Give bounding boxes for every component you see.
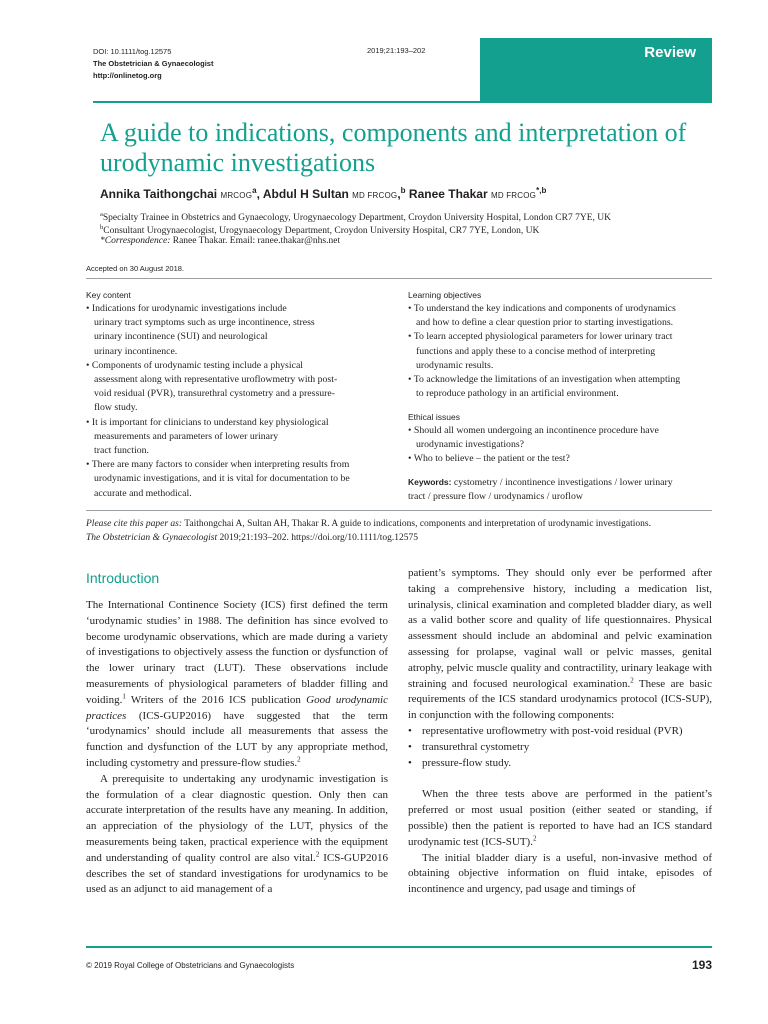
ref-sup: 2 [630,675,634,684]
ethical-issues-heading: Ethical issues [408,412,460,422]
header-rule [93,101,712,103]
accepted-date: Accepted on 30 August 2018. [86,264,184,273]
affil-sup: b [100,224,104,231]
body-column-right [408,566,712,898]
text-run: These are basic requirements of the ICS standard urodynamics protocol (ICS-SUP), in conjunction with the following components: [408,677,712,722]
list-item: • Indications for urodynamic investigations include [86,303,287,314]
paragraph [86,772,388,898]
list-item: urinary incontinence (SUI) and neurological [94,331,268,343]
list-item: void residual (PVR), transurethral cystometry and a pressure- [94,388,336,400]
text-run: A prerequisite to undertaking any urodynamic investigation is the formulation of a clear diagnostic question. Only then can accurate interpretation of the results have any meaning. In addition, an appreciation of the physiology of the LUT, physics of the measurements being taken, practical experience with the equipment and understanding of quality control are also vital. [86,772,388,864]
list-item: • representative uroflowmetry with post-void residual (PVR) [408,724,712,740]
doi-text: DOI: 10.1111/tog.12575 [93,47,172,56]
text-run: Good urodynamic practices [86,693,388,722]
list-item: • Who to believe – the patient or the test? [408,453,570,465]
author-degree: MRCOG [220,191,253,200]
text-run: The International Continence Society (ICS) first defined the term ‘urodynamic studies’ in 1988. The definition has since evolved to become urodynamic observations, which are made during a variety of investigations to objectively assess the function or dysfunction of the lower urinary tract (LUT). These observations include measurements of physiological parameters of bladder filling and voiding. [86,599,388,706]
ref-sup: 1 [122,692,126,701]
paragraph [408,787,712,850]
list-item: • transurethral cystometry [408,740,712,756]
article-title: A guide to indications, components and interpretation of urodynamic investigations [100,118,687,177]
text-run: patient’s symptoms. They should only ever be performed after taking a comprehensive history, including a medication list, urinalysis, clinical examination and completed bladder diary, as well as a valid bother score and quality of life questionnaires. Physical assessment should include an abdominal and pelvic examination assessing for prolapse, vaginal wall or pelvic masses, genital atrophy, pelvic muscle quality and contractility, urinary leakage with straining and focused neurological examination. [408,567,712,690]
journal-meta [93,46,213,82]
component-list [408,724,712,771]
section-heading: Introduction [86,570,160,586]
affil-text: Consultant Urogynaecologist, Urogynaecology Department, Croydon University Hospital, CR7 7YE, London, UK [103,226,540,237]
key-content-list [86,302,388,501]
cite-journal: The Obstetrician & Gynaecologist [86,532,218,543]
list-item: tract function. [94,445,149,457]
cite-text: Taithongchai A, Sultan AH, Thakar R. A guide to indications, components and interpretation of urodynamic investigations. [182,519,651,529]
learning-objectives-heading: Learning objectives [408,290,482,300]
correspondence [100,235,720,247]
learning-objectives-list [408,302,713,401]
paragraph [86,598,388,772]
ref-sup: 2 [315,850,320,859]
paragraph: The initial bladder diary is a useful, non-invasive method of obtaining objective information on fluid intake, episodes of incontinence and urgency, pad usage and timings of [408,851,712,896]
correspondence-text: Ranee Thakar. Email: ranee.thakar@nhs.net [170,236,341,246]
list-item: assessment along with representative uroflowmetry with post- [94,374,338,386]
list-item: urinary incontinence. [94,345,178,357]
author-sup: a [252,186,257,195]
ref-sup: 2 [297,755,301,764]
keywords-label: Keywords: [408,477,452,487]
author-name: Ranee Thakar [408,187,488,201]
journal-url[interactable]: http://onlinetog.org [93,71,162,80]
ref-sup: 2 [532,834,537,843]
list-item: to reproduce pathology in an artificial environment. [416,388,619,400]
affil-sup: a [100,211,103,218]
list-item: • There are many factors to consider when interpreting results from [86,459,350,471]
text-run: When the three tests above are performed in the patient’s preferred or most usual position (either seated or standing, if possible) then the patient is reported to have had an ICS standard urodynamic test (ICS-SUT). [408,788,712,848]
volume-text: 2019;21:193–202 [367,46,426,55]
list-item: functions and apply these to a concise method of interpreting [416,345,656,357]
cite-prefix: Please cite this paper as: [86,519,183,529]
list-item: urodynamic investigations, and it is vital for documentation to be [94,473,350,485]
rule-top [86,278,712,279]
text-run: (ICS-GUP2016) have suggested that the term ‘urodynamics’ should include all measurements that assess the function and dysfunction of the LUT by any appropriate method, including cystometry and pressure-flow studies. [86,709,388,769]
keywords-text: tract / pressure flow / urodynamics / uroflow [408,491,583,503]
key-content-heading: Key content [86,290,131,300]
author-sup: *,b [536,186,547,195]
list-item: • Components of urodynamic testing include a physical [86,359,304,371]
affil-text: Specialty Trainee in Obstetrics and Gynaecology, Urogynaecology Department, Croydon University Hospital, London CR7 7YE, UK [102,213,611,224]
text-run: Writers of the 2016 ICS publication [125,693,307,706]
citation [86,518,712,545]
list-item: • Should all women undergoing an incontinence procedure have [408,425,659,436]
list-item: urinary tract symptoms such as urge incontinence, stress [94,317,315,329]
list-item: urodynamic results. [416,359,494,371]
section-band [480,38,712,102]
list-item: accurate and methodical. [94,487,192,499]
journal-name: The Obstetrician & Gynaecologist [93,59,214,68]
author-degree: MD FRCOG [352,191,398,200]
list-item: • pressure-flow study. [408,756,712,772]
author-sup: b [400,186,406,195]
author-list: Annika Taithongchai MRCOG$^a$, Abdul H Sultan MD FRCOG,$^b$ Ranee Thakar MD $FRCOG^{*,b}$ [100,186,547,201]
cite-doi[interactable]: 2019;21:193–202. https://doi.org/10.1111/tog.12575 [217,532,419,543]
copyright: © 2019 Royal College of Obstetricians and Gynaecologists [86,961,295,970]
keywords [408,475,713,504]
page-number: 193 [691,958,712,972]
author-name: Abdul H Sultan [262,187,349,201]
keywords-text: cystometry / incontinence investigations / lower urinary [451,477,673,488]
list-item: • To acknowledge the limitations of an investigation when attempting [408,374,681,386]
footer-rule [86,946,712,948]
paragraph [408,566,712,724]
correspondence-label: *Correspondence: [100,236,171,246]
author-degree: MD FRCOG [490,191,537,200]
list-item: urodynamic investigations? [416,439,525,451]
list-item: flow study. [94,402,138,414]
text-run: ICS-GUP2016 describes the set of standard investigations for urodynamics to be used as an adjunct to aid management of a [86,851,388,896]
rule-bottom [86,510,712,511]
ethical-issues-list [408,424,713,467]
list-item: • To learn accepted physiological parameters for lower urinary tract [408,331,673,343]
body-column-left [86,598,388,898]
list-item: and how to define a clear question prior to starting investigations. [416,317,674,329]
list-item: measurements and parameters of lower urinary [94,430,279,442]
list-item: • It is important for clinicians to understand key physiological [86,416,329,428]
list-item: • To understand the key indications and components of urodynamics [408,303,676,314]
author-name: Annika Taithongchai [100,187,218,201]
section-label: Review [644,44,696,61]
